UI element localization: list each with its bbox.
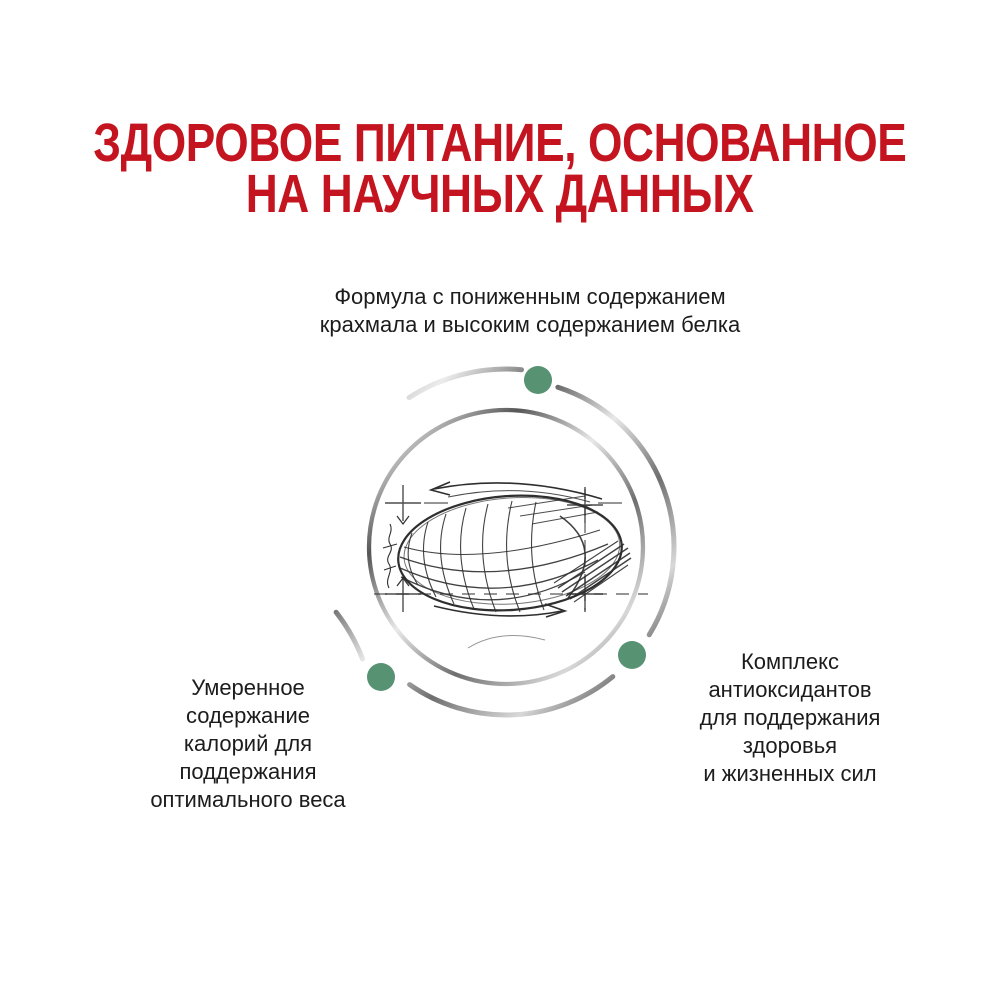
outer-ring-arc-top-left [409,369,521,398]
page-title-line-1: ЗДОРОВОЕ ПИТАНИЕ, ОСНОВАННОЕ [93,113,907,173]
green-dot-bottom-left [367,663,395,691]
callout-line: для поддержания [699,705,881,730]
callout-line: и жизненных сил [703,761,877,786]
callout-line: Формула с пониженным содержанием [334,284,726,309]
green-dot-bottom-right [618,641,646,669]
callout-line: калорий для [183,731,313,756]
callout-line: Умеренное [191,675,305,700]
outer-ring-arc-right [558,387,674,635]
callout-line: оптимального веса [150,787,346,812]
callout-line: антиоксидантов [708,677,872,702]
callout-line: Комплекс [740,649,840,674]
outer-ring-arc-lower-left [336,612,363,659]
green-dot-top [524,366,552,394]
callout-line: здоровья [742,733,838,758]
callout-line: содержание [186,703,310,728]
page-title-line-2: НА НАУЧНЫХ ДАННЫХ [246,164,754,224]
callout-line: крахмала и высоким содержанием белка [319,312,741,337]
kibble-sketch [374,482,648,648]
callout-line: поддержания [179,759,317,784]
